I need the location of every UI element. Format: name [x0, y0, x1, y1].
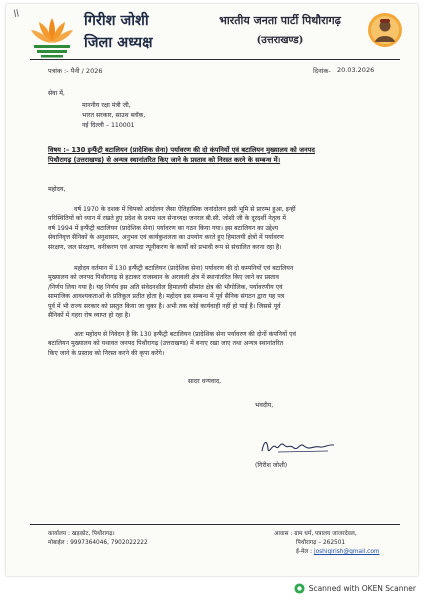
lotus-petals [31, 18, 73, 43]
handwritten-signature [258, 435, 338, 457]
subject-line: पिथौरागढ़ (उत्तराखण्ड) से अन्यत्र स्थानांतरित किए जाने के प्रस्ताव को निरस्त करने के सम्बन्ध में। [48, 156, 281, 164]
paragraph-2 [48, 264, 404, 320]
paragraph-line: वर्ष 1970 के दशक में चिपको आंदोलन जैसा ऐतिहासिक जनांदोलन इसी भूमि से प्रारम्भ हुआ, इन्हीं [74, 206, 296, 213]
bjp-lotus-logo [28, 12, 76, 60]
date-label: दिनांक- [313, 67, 331, 75]
paragraph-line: वर्ष 1994 में इन्फैंट्री बटालियन (प्रादेशिक सेना) पर्यावरण का गठन किया गया। इस बटालियन का उद्देश्य [48, 224, 279, 232]
footer-office: कार्यालय : खड़कोट, पिथौरागढ़। [48, 531, 115, 537]
signoff-label: भवदीय, [255, 402, 274, 409]
reference-number: पत्रांक :- पैनी / 2026 [48, 67, 103, 75]
footer-email-line [296, 548, 380, 557]
edge-mark: ॥ [10, 5, 21, 21]
paragraph-line: सेवानिवृत्त सैनिकों के अनुशासन, अनुभव एवं कार्यकुशलता का उपयोग करते हुए हिमालयी क्षेत्रों में पर्यावरण [48, 234, 284, 242]
scanner-logo-icon [294, 583, 305, 594]
footer-email-label: ई-मेल : [296, 549, 313, 555]
recipient-line: नई दिल्ली – 110001 [82, 122, 135, 129]
letterhead-right [205, 12, 355, 50]
scanner-label: Scanned with OKEN Scanner [308, 583, 416, 593]
paragraph-3 [48, 330, 404, 358]
footer-district: पिथौरागढ़ – 262501 [296, 540, 346, 546]
letterhead-org: भारतीय जनता पार्टी पिथौरागढ़ [219, 14, 341, 27]
subject-line: विषय :– 130 इन्फैंट्री बटालियन (प्रादेशिक सेना) पर्यावरण की दो कंपनियों एवं बटालियन मुख्यालय को जनपद [48, 146, 315, 154]
footer-rule [30, 524, 400, 525]
footer-residence: आवास : ग्राम धर्म, पत्रालय जाजरदेवल, [274, 531, 357, 537]
greeting: महोदय, [48, 186, 66, 193]
paragraph-line: सामाजिक आवश्यकताओं के प्रतिकूल प्रतीत होता है। महोदय इस सम्बन्ध में पूर्व सैनिक संगठन द्वारा यह पत्र [48, 293, 285, 301]
closing: सादर धन्यवाद, [188, 378, 222, 385]
paragraph-line: /निर्णय लिया गया है। यह निर्णय इस अति संवेदनशील हिमालयी सीमांत क्षेत्र की भौगोलिक, पर्यावरणीय एवं [48, 283, 283, 291]
paragraph-line: बटालियन मुख्यालय को यथावत जनपद पिथौरागढ़ (उत्तराखण्ड) में बनाए रखा जाए तथा अन्यत्र स्थानांतरित [48, 340, 284, 348]
footer-mobile: मोबाईल : 9997364046, 7902022222 [48, 540, 148, 546]
recipient-line: भारत सरकार, साउथ ब्लॉक, [82, 112, 146, 119]
letterhead-region: (उत्तराखण्ड) [256, 35, 304, 46]
paragraph-line: मुख्यालय को जनपद पिथौरागढ़ से हटाकर राजस्थान के अरावली क्षेत्र में स्थानांतरित किए जाने का प्रस्ताव [48, 274, 279, 282]
paragraph-line: संरक्षण, जल संरक्षण, वनीकरण एवं आपदा न्यूनीकरण के कार्यों को प्रभावी रूप से संचालित करना रहा है। [48, 243, 282, 251]
paragraph-line: किए जाने के प्रस्ताव को निरस्त करने की कृपा करेंगे। [48, 349, 165, 357]
scanner-watermark [294, 581, 416, 595]
header-rule [30, 59, 400, 60]
paragraph-line: परिस्थितियों को ध्यान में रखते हुए प्रदेश के प्रथम थल सेनाध्यक्ष जनरल बी.सी. जोशी जी के दूरदर्शी नेतृत्व में [48, 215, 286, 223]
date-value: 20.03.2026 [337, 66, 375, 74]
paragraph-1 [48, 205, 404, 252]
paragraph-line: पूर्व में भी राज्य सरकार को प्रस्तुत किया जा चुका है। अभी तक कोई कार्यवाही नहीं हो पाई है। जिससे पूर्व [48, 302, 281, 310]
paragraph-line: अतः महोदय से निवेदन है कि 130 इन्फैंट्री बटालियन (प्रादेशिक सेना पर्यावरण की दोनों कंपनियों एवं [74, 331, 296, 338]
recipient-line: माननीय रक्षा मंत्री जी, [82, 102, 131, 109]
paragraph-line: महोदय वर्तमान में 130 इन्फैंट्री बटालियन (प्रादेशिक सेना) पर्यावरण की दो कम्पनियों एवं बटालियन [74, 265, 294, 272]
footer-email-link[interactable]: joshigirish@gmail.com [313, 549, 380, 555]
letterhead-name: गिरीश जोशी [84, 12, 149, 29]
letterhead-left [84, 10, 153, 54]
salutation: सेवा में, [48, 90, 65, 97]
subject [48, 145, 404, 165]
signatory-name: (गिरीश जोशी) [255, 462, 288, 469]
lotus-water [34, 45, 70, 58]
paragraph-line: सैनिकों में गहरा रोष व्याप्त हो रहा है। [48, 312, 131, 320]
letterhead-title: जिला अध्यक्ष [84, 34, 153, 51]
portrait-emblem [367, 12, 403, 48]
